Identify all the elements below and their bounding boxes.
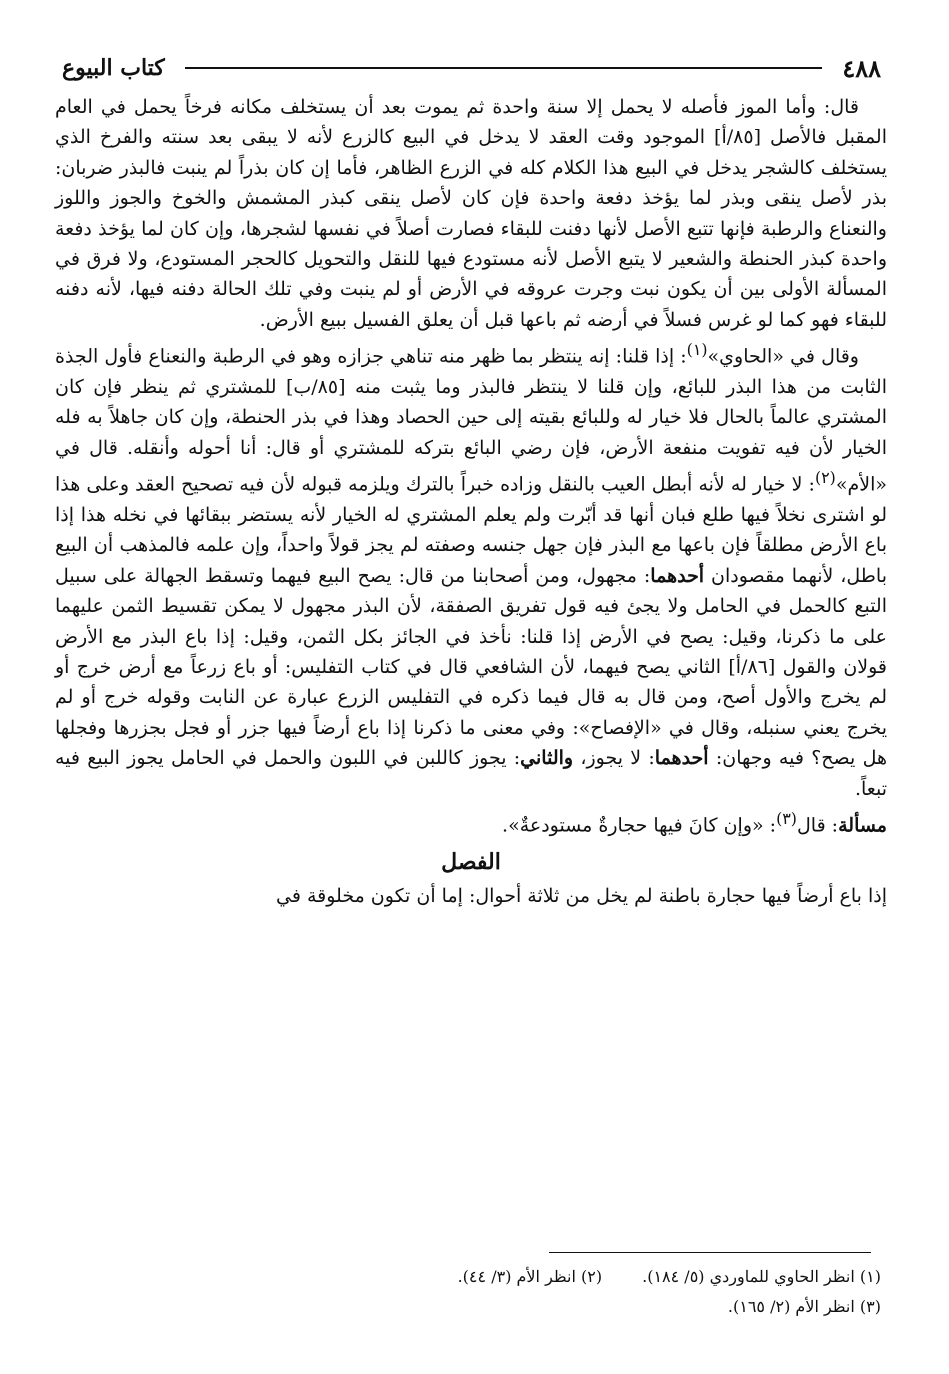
book-title: كتاب البيوع [62,55,165,81]
footnote-row [200,1292,881,1322]
text-run: وقال في «الحاوي» [707,345,859,368]
paragraph-fasl: إذا باع أرضاً فيها حجارة باطنة لم يخل من ثلاثة أحوال: إما أن تكون مخلوقة في [275,885,887,908]
text-run: : إذا قلنا: إنه ينتظر بما ظهر منه تناهي جزازه وهو في الرطبة والنعناع فأول الجذة الثابت من هذا البذر للبائع، وإن قلنا لا ينتظر فالبذر وما يثبت منه [٨٥/ب] للمشتري ثم ينظر فإن كان المشتري عالماً بالحال فلا خيار له وللبائع بقيته إلى حين الحصاد وهذا في بذر الحنطة، وإن كان جاهلاً به فله الخيار لأن فيه تفويت منفعة الأرض، فإن رضي البائع بتركه للمشتري أو قال: أنا أحوله وأنقله. قال في «الأم» [55,345,887,496]
footnote-2: (٢) انظر الأم (٣/ ٤٤). [457,1267,603,1286]
paragraph-hawi [55,335,887,804]
main-text [55,92,887,912]
text-run: : مجهول، ومن أصحابنا من قال: يصح البيع فيهما وتسقط الجهالة على سبيل التبع كالحمل في الحامل ولا يجئ فيه قول تفريق الصفقة، لأن البذر مجهول لا يمكن تقسيط الثمن عليهما على ما ذكرنا، وقيل: يصح في الأرض إذا قلنا: نأخذ في الجائز بكل الثمن، وقيل: إذا باع البذر مع الأرض قولان والقول [٨٦/أ] الثاني يصح فيهما، لأن الشافعي قال في كتاب التفليس: أو باع زرعاً مع أرض خرج أو لم يخرج والأول أصح، ومن قال به قال فيما ذكره في التفليس الزرع عبارة عن النابت وقوله خرج أو لم يخرج يعني سنبله، وقال في «الإفصاح»: وفي معنى ما ذكرنا إذا باع أرضاً فيها جزر أو فجل بجزرها وفجلها هل يصح؟ فيه وجهان: [55,564,888,770]
page-number: ٤٨٨ [842,53,881,83]
text-run: : يجوز كاللبن في اللبون والحمل في الحامل يجوز البيع فيه تبعاً. [55,747,887,800]
header-rule [185,67,823,69]
masala-term: مسألة [838,814,887,837]
text-run: : «وإن كانَ فيها حجارةٌ مستودعةٌ». [502,814,777,837]
bold-term: أحدهما [650,564,705,587]
footnote-ref-1[interactable]: (١) [686,340,708,360]
page-header [62,48,881,88]
footnote-rule [549,1252,871,1253]
footnote-1: (١) انظر الحاوي للماوردي (٥/ ١٨٤). [642,1267,881,1286]
text-run: : لا يجوز، [580,747,655,770]
masala-line [55,804,887,841]
section-heading: الفصل [441,848,501,875]
footnote-row [200,1262,881,1292]
bold-term: والثاني [520,747,574,770]
text-run: : لا خيار له لأنه أبطل العيب بالنقل وزاده خبراً بالترك ويلزمه قبوله لأن فيه تصحيح العقد وعلى هذا لو اشترى نخلاً فيها طلع فبان أنها قد أبّرت ولم يعلم المشتري له الخيار لأنه يستضر ببقائها في نخله هذا إذا باع الأرض مطلقاً فإن باعها مع البذر فإن جهل جنسه وصفته لم يجز قولاً واحداً، وإن علمه فالمذهب أن البيع باطل، لأنهما مقصودان [55,473,887,587]
bold-term: أحدهما [654,747,709,770]
footnote-ref-3[interactable]: (٣) [776,809,797,828]
footnote-3: (٣) انظر الأم (٢/ ١٦٥). [727,1297,881,1316]
text-run: : قال [796,814,839,837]
paragraph-banana: قال: وأما الموز فأصله لا يحمل إلا سنة واحدة ثم يموت بعد أن يستخلف مكانه فرخاً يحمل في العام المقبل فالأصل [٨٥/أ] الموجود وقت العقد لا يدخل في البيع كالزرع لأنه لا يبقى بعد سنته والفرخ الذي يستخلف كالشجر يدخل في البيع هذا الكلام كله في الزرع الظاهر، فأما إن كان بذراً لم ينبت فالبذر ضربان: بذر لأصل ينقى وبذر لما يؤخذ دفعة واحدة فإن كان لأصل ينقى كبذر المشمش والخوخ والجوز واللوز والنعناع والرطبة فإنها تتبع الأصل لأنها دفنت للبقاء فصارت أصلاً في نفسها لشجرها، وإن كان لما يؤخذ دفعة واحدة كبذر الحنطة والشعير لا يتبع الأصل لأنه مستودع فيها للنقل والتحويل كالحجر المستودع، ولا فرق في المسألة الأولى بين أن يكون نبت وجرت عروقه في الأرض أو لم ينبت وفي تلك الحالة دفنه فيها، لأنه دفنه للبقاء فهو كما لو غرس فسلاً في أرضه ثم باعها قبل أن يعلق الفسيل ببيع الأرض. [55,96,887,331]
footnotes [200,1262,881,1322]
footnote-ref-2[interactable]: (٢) [814,468,836,488]
